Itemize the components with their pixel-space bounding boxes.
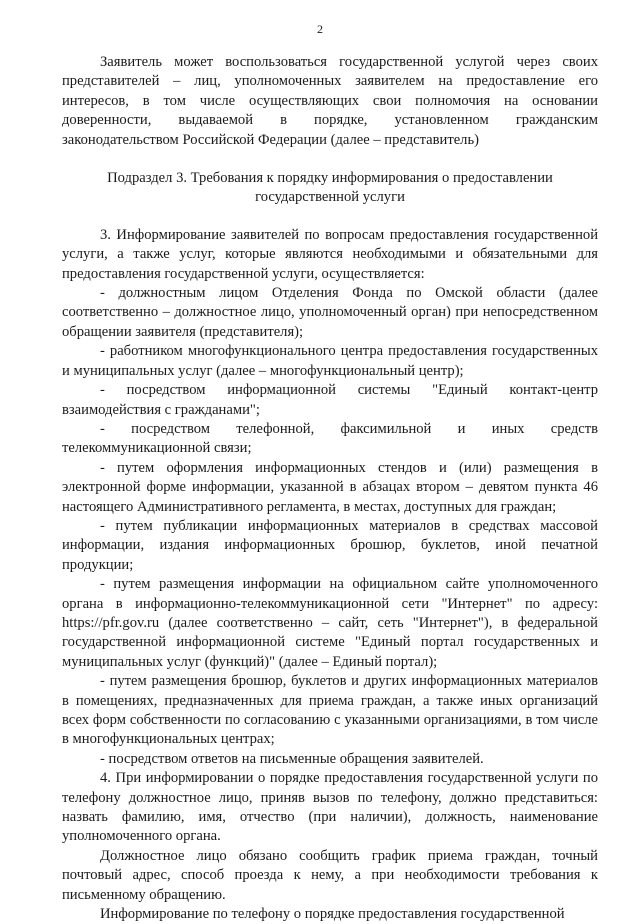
- list-item-telecom: - посредством телефонной, факсимильной и иных средств телекоммуникационной связи;: [62, 420, 598, 457]
- list-item-mfc-worker: - работником многофункционального центра предоставления государственных и муниципальных услуг (далее – многофункциональный центр);: [62, 343, 598, 379]
- list-item-media: - путем публикации информационных материалов в средствах массовой информации, издания информационных брошюр, буклетов, иной печатной продукции;: [62, 517, 598, 573]
- document-body: [62, 53, 598, 924]
- list-item-contact-center: - посредством информационной системы "Единый контакт-центр взаимодействия с гражданами";: [62, 382, 598, 418]
- section-heading: Подраздел 3. Требования к порядку информирования о предоставлении государственной услуги: [107, 170, 553, 206]
- paragraph-representative: Заявитель может воспользоваться государственной услугой через своих представителей – лиц, уполномоченных заявителем на предоставление его интересов, в том числе осуществляющих свои полномочия на основании доверенности, выдаваемой в порядке, установленном гражданским законодательством Российской Федерации (далее – представитель): [62, 54, 598, 148]
- list-item-brochures: - путем размещения брошюр, буклетов и других информационных материалов в помещениях, предназначенных для приема граждан, а также иных организаций всех форм собственности по согласованию с указанными организациями, в том числе в многофункциональных центрах;: [62, 673, 598, 748]
- paragraph-item-3: 3. Информирование заявителей по вопросам предоставления государственной услуги, а также услуг, которые являются необходимыми и обязательными для предоставления государственной услуги, осуществляется:: [62, 226, 598, 282]
- paragraph-item-4: 4. При информировании о порядке предоставления государственной услуги по телефону должностное лицо, приняв вызов по телефону, должно представиться: назвать фамилию, имя, отчество (при наличии), должность, наименование уполномоченного органа.: [62, 770, 598, 845]
- page-number: 2: [317, 22, 323, 36]
- list-item-stands: - путем оформления информационных стендов и (или) размещения в электронной форме информации, указанной в абзацах втором – девятом пункта 46 настоящего Административного регламента, в местах, доступных для граждан;: [62, 459, 598, 515]
- list-item-official: - должностным лицом Отделения Фонда по Омской области (далее соответственно – должностное лицо, уполномоченный орган) при непосредственном обращении заявителя (представителя);: [62, 285, 598, 340]
- paragraph-phone-info: Информирование по телефону о порядке предоставления государственной: [100, 906, 565, 923]
- list-item-website: - путем размещения информации на официальном сайте уполномоченного органа в информационно-телекоммуникационной сети "Интернет" по адресу: https://pfr.gov.ru (далее соответственно – сайт, сеть "Интернет"), в федеральной государственной информационной системе "Единый портал государственных и муниципальных услуг (функций)" (далее – Единый портал);: [62, 576, 598, 670]
- list-item-written-replies: - посредством ответов на письменные обращения заявителей.: [100, 750, 484, 767]
- paragraph-schedule: Должностное лицо обязано сообщить график приема граждан, точный почтовый адрес, способ проезда к нему, а при необходимости требования к письменному обращению.: [62, 847, 598, 903]
